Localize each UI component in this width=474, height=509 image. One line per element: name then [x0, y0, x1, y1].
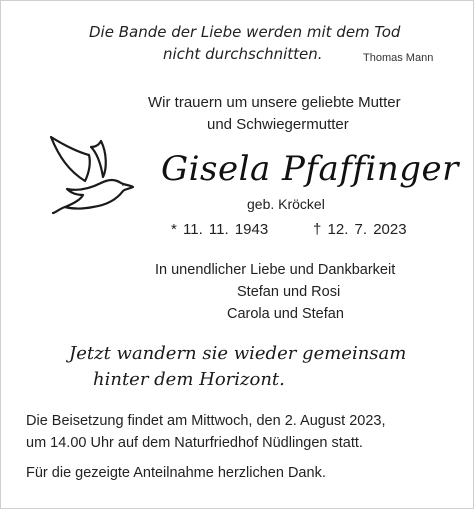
birth-date: * 11. 11. 1943: [171, 221, 269, 238]
mourners-line-3: Carola und Stefan: [227, 306, 344, 322]
death-date: † 12. 7. 2023: [313, 221, 407, 238]
intro-line-2: und Schwiegermutter: [207, 116, 349, 133]
quote-line-2: nicht durchschnitten.: [163, 45, 323, 63]
intro-line-1: Wir trauern um unsere geliebte Mutter: [148, 94, 401, 111]
mourners-line-1: In unendlicher Liebe und Dankbarkeit: [155, 262, 396, 278]
maiden-name: geb. Kröckel: [247, 196, 325, 212]
deceased-name: Gisela Pfaffinger: [161, 149, 459, 189]
dove-icon: [45, 129, 137, 215]
thanks-line: Für die gezeigte Anteilnahme herzlichen Dank.: [26, 465, 326, 481]
quote-line-1: Die Bande der Liebe werden mit dem Tod: [89, 23, 401, 41]
funeral-line-1: Die Beisetzung findet am Mittwoch, den 2. August 2023,: [26, 413, 386, 429]
mourners-line-2: Stefan und Rosi: [237, 284, 341, 300]
verse-line-1: Jetzt wandern sie wieder gemeinsam: [69, 343, 407, 364]
verse-line-2: hinter dem Horizont.: [93, 369, 285, 390]
funeral-line-2: um 14.00 Uhr auf dem Naturfriedhof Nüdlingen statt.: [26, 435, 363, 451]
quote-author: Thomas Mann: [363, 52, 434, 64]
